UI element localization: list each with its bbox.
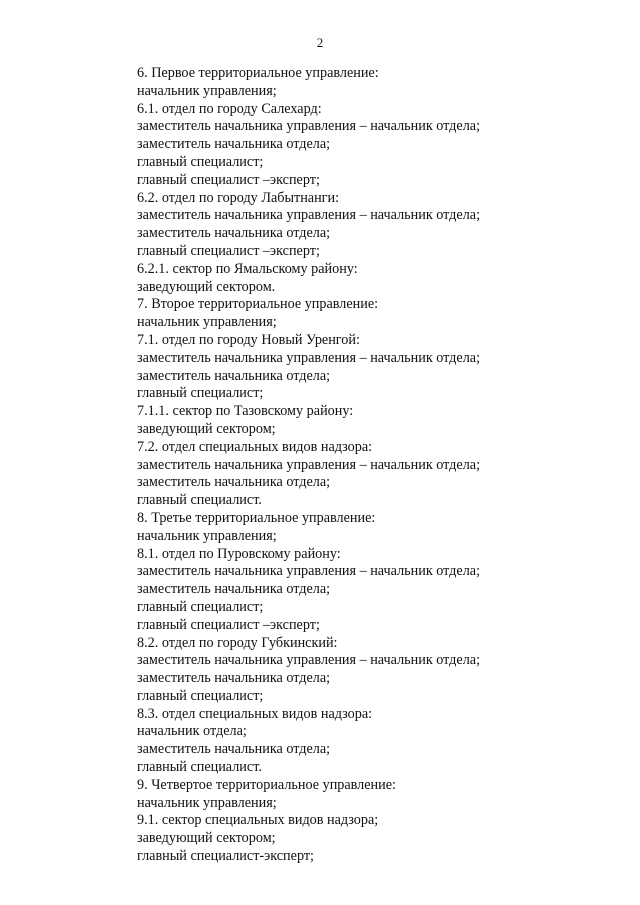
- text-line: 8.1. отдел по Пуровскому району:: [137, 545, 341, 562]
- text-line: 7. Второе территориальное управление:: [137, 296, 379, 313]
- text-line: главный специалист;: [137, 598, 264, 615]
- text-line: 7.1.1. сектор по Тазовскому району:: [137, 403, 354, 420]
- text-line: заместитель начальника управления – начальник отдела;: [137, 563, 481, 580]
- text-line: 8. Третье территориальное управление:: [137, 509, 376, 526]
- text-line: начальник управления;: [137, 82, 277, 99]
- document-body: [137, 65, 617, 866]
- text-line: заместитель начальника отдела;: [137, 474, 331, 491]
- text-line: начальник отдела;: [137, 723, 247, 740]
- text-line: главный специалист –эксперт;: [137, 616, 320, 633]
- text-line: заведующий сектором;: [137, 830, 276, 847]
- text-line: заместитель начальника управления – начальник отдела;: [137, 349, 481, 366]
- text-line: 9.1. сектор специальных видов надзора;: [137, 812, 379, 829]
- text-line: главный специалист-эксперт;: [137, 848, 314, 865]
- text-line: 8.2. отдел по городу Губкинский:: [137, 634, 338, 651]
- text-line: начальник управления;: [137, 314, 277, 331]
- text-line: главный специалист –эксперт;: [137, 242, 320, 259]
- text-line: заместитель начальника отдела;: [137, 670, 331, 687]
- text-line: 6. Первое территориальное управление:: [137, 65, 379, 81]
- text-line: 6.2.1. сектор по Ямальскому району:: [137, 260, 358, 277]
- text-line: 9. Четвертое территориальное управление:: [137, 776, 396, 793]
- text-line: заместитель начальника отдела;: [137, 581, 331, 598]
- text-line: главный специалист.: [137, 759, 262, 776]
- text-line: заместитель начальника управления – начальник отдела;: [137, 652, 481, 669]
- text-line: 6.1. отдел по городу Салехард:: [137, 100, 322, 117]
- text-line: начальник управления;: [137, 527, 277, 544]
- text-line: 7.2. отдел специальных видов надзора:: [137, 438, 373, 455]
- text-line: заместитель начальника отдела;: [137, 225, 331, 242]
- text-line: заместитель начальника управления – начальник отдела;: [137, 118, 481, 135]
- text-line: заместитель начальника отдела;: [137, 367, 331, 384]
- text-line: заведующий сектором;: [137, 420, 276, 437]
- text-line: главный специалист;: [137, 153, 264, 170]
- text-line: заведующий сектором.: [137, 278, 276, 295]
- text-line: начальник управления;: [137, 794, 277, 811]
- text-line: главный специалист;: [137, 385, 264, 402]
- text-line: главный специалист –эксперт;: [137, 171, 320, 188]
- text-line: главный специалист.: [137, 492, 262, 509]
- text-line: главный специалист;: [137, 687, 264, 704]
- text-line: заместитель начальника управления – начальник отдела;: [137, 456, 481, 473]
- text-line: 8.3. отдел специальных видов надзора:: [137, 705, 373, 722]
- page-number: 2: [316, 35, 324, 50]
- text-line: 6.2. отдел по городу Лабытнанги:: [137, 189, 340, 206]
- text-line: заместитель начальника управления – начальник отдела;: [137, 207, 481, 224]
- text-line: 7.1. отдел по городу Новый Уренгой:: [137, 331, 360, 348]
- text-line: заместитель начальника отдела;: [137, 136, 331, 153]
- text-line: заместитель начальника отдела;: [137, 741, 331, 758]
